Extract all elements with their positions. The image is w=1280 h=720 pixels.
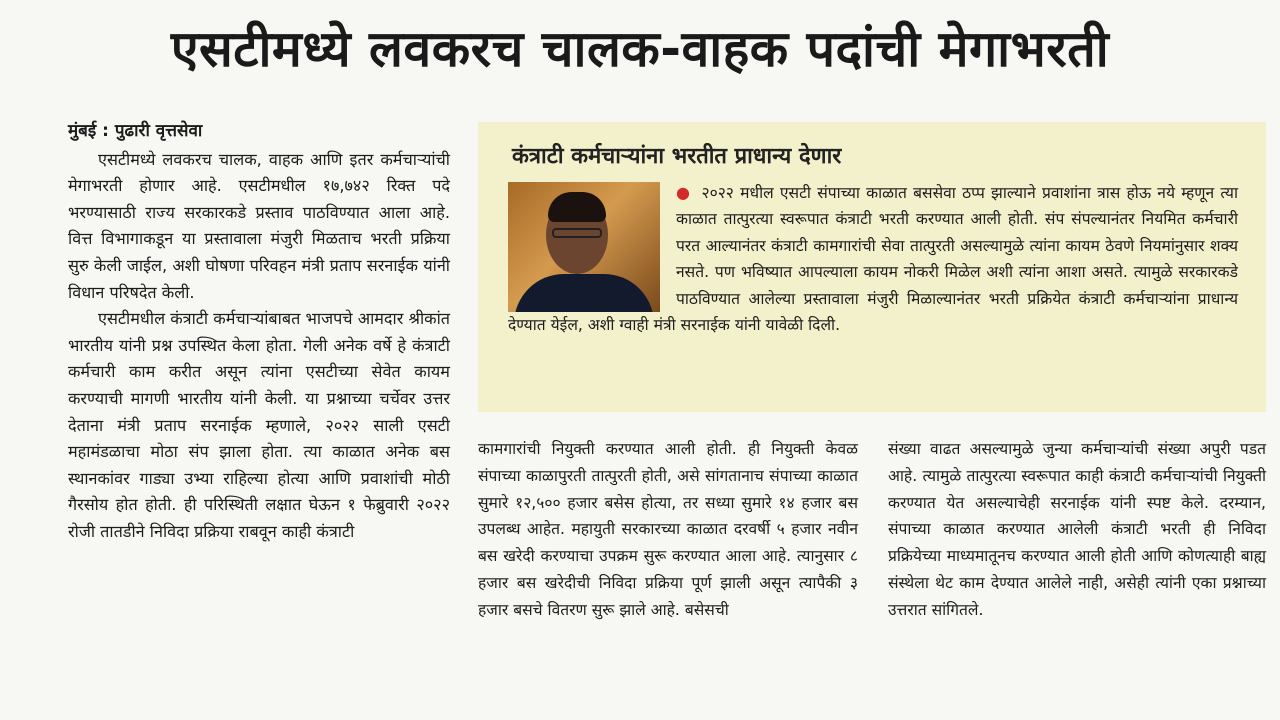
column-3-text: संख्या वाढत असल्यामुळे जुन्या कर्मचाऱ्यांची संख्या अपुरी पडत आहे. त्यामुळे तात्पुरत्या स्वरूपात काही कंत्राटी कर्मचाऱ्यांची नियुक्ती करण्यात येत असल्याचेही सरनाईक यांनी स्पष्ट केले. दरम्यान, संपाच्या काळात करण्यात आलेली कंत्राटी भरती ही निविदा प्रक्रियेच्या माध्यमातूनच करण्यात आली होती आणि कोणत्याही बाह्य संस्थेला थेट काम देण्यात आलेले नाही, असेही त्यांनी एका प्रश्नाच्या उत्तरात सांगितले.: [888, 440, 1266, 619]
column-1: [68, 118, 450, 546]
sidebar-box: [478, 122, 1266, 412]
column-3: [888, 436, 1266, 624]
bullet-icon: ●: [676, 183, 692, 202]
byline: मुंबई : पुढारी वृत्तसेवा: [68, 121, 203, 141]
paragraph-1: एसटीमध्ये लवकरच चालक, वाहक आणि इतर कर्मचाऱ्यांची मेगाभरती होणार आहे. एसटीमधील १७,७४२ रिक्त पदे भरण्यासाठी राज्य सरकारकडे प्रस्ताव पाठविण्यात आला आहे. वित्त विभागाकडून या प्रस्तावाला मंजुरी मिळताच भरती प्रक्रिया सुरु केली जाईल, अशी घोषणा परिवहन मंत्री प्रताप सरनाईक यांनी विधान परिषदेत केली.: [68, 149, 450, 302]
column-2-text: कामगारांची नियुक्ती करण्यात आली होती. ही नियुक्ती केवळ संपाच्या काळापुरती तात्पुरती होती, असे सांगतानाच संपाच्या काळात सुमारे १२,५०० हजार बसेस होत्या, तर सध्या सुमारे १४ हजार बस उपलब्ध आहेत. महायुती सरकारच्या काळात दरवर्षी ५ हजार नवीन बस खरेदी करण्याचा उपक्रम सुरू करण्यात आला आहे. त्यानुसार ८ हजार बस खरेदीची निविदा प्रक्रिया पूर्ण झाली असून त्यापैकी ३ हजार बसचे वितरण सुरू झाले आहे. बसेसची: [478, 440, 858, 619]
headline: एसटीमध्ये लवकरच चालक-वाहक पदांची मेगाभरती: [170, 20, 1110, 78]
box-body: [508, 180, 1238, 338]
box-title: कंत्राटी कर्मचाऱ्यांना भरतीत प्राधान्य देणार: [512, 144, 842, 169]
box-text: २०२२ मधील एसटी संपाच्या काळात बससेवा ठप्प झाल्याने प्रवाशांना त्रास होऊ नये म्हणून त्या काळात तात्पुरत्या स्वरूपात कंत्राटी भरती करण्यात आली होती. संप संपल्यानंतर नियमित कर्मचारी परत आल्यानंतर कंत्राटी कामगारांची सेवा तात्पुरती असल्यामुळे त्यांना कायम ठेवणे नियमांनुसार शक्य नसते. पण भविष्यात आपल्याला कायम नोकरी मिळेल अशी त्यांना आशा असते. त्यामुळे सरकारकडे पाठविण्यात आलेल्या प्रस्तावाला मंजुरी मिळाल्यानंतर भरती प्रक्रियेत कंत्राटी कर्मचाऱ्यांना प्राधान्य देण्यात येईल, अशी ग्वाही मंत्री सरनाईक यांनी यावेळी दिली.: [508, 184, 1238, 335]
column-2: [478, 436, 858, 624]
paragraph-2: एसटीमधील कंत्राटी कर्मचाऱ्यांबाबत भाजपचे आमदार श्रीकांत भारतीय यांनी प्रश्न उपस्थित केला होता. गेली अनेक वर्षे हे कंत्राटी कर्मचारी काम करीत असून त्यांना एसटीच्या सेवेत कायम करण्याची मागणी भारतीय यांनी केली. या प्रश्नाच्या चर्चेवर उत्तर देताना मंत्री प्रताप सरनाईक म्हणाले, २०२२ साली एसटी महामंडळाचा मोठा संप झाला होता. त्या काळात अनेक बस स्थानकांवर गाड्या उभ्या राहिल्या होत्या आणि प्रवाशांची मोठी गैरसोय होत होती. ही परिस्थिती लक्षात घेऊन १ फेब्रुवारी २०२२ रोजी तातडीने निविदा प्रक्रिया राबवून काही कंत्राटी: [68, 309, 450, 541]
